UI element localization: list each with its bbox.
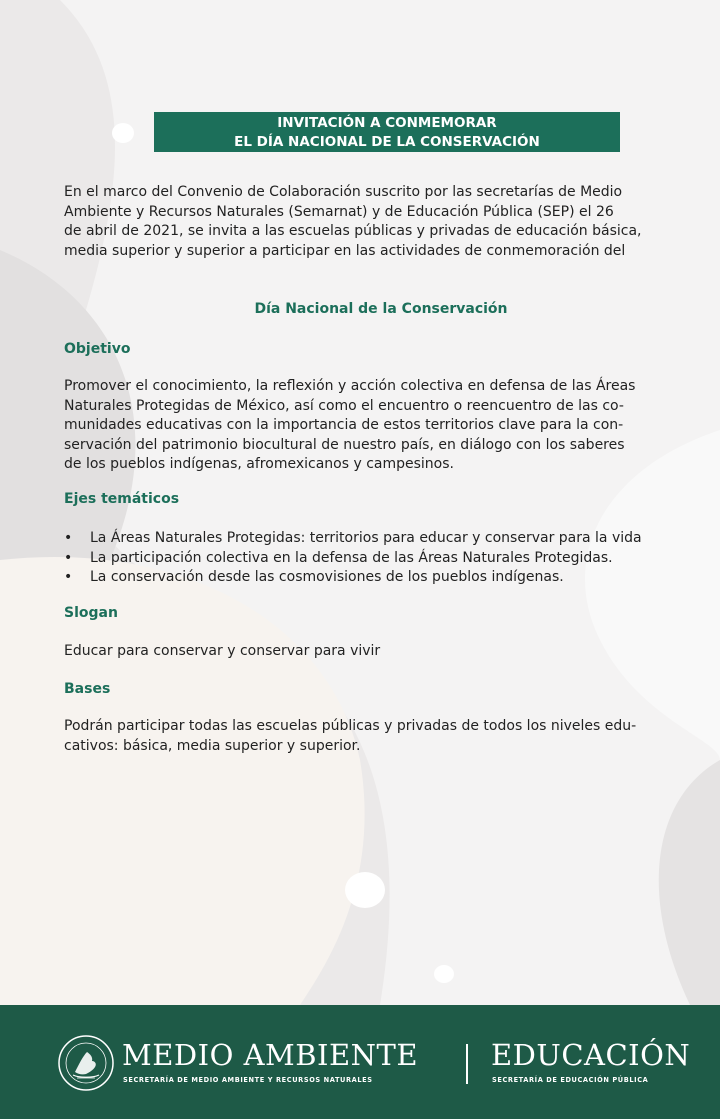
list-item — [64, 549, 642, 569]
title-banner — [154, 112, 620, 152]
intro-line: de abril de 2021, se invita a las escuelas públicas y privadas de educación básica, — [64, 223, 642, 239]
objetivo-line: munidades educativas con la importancia de estos territorios clave para la con- — [64, 417, 624, 433]
ejes-heading: Ejes temáticos — [64, 491, 180, 507]
objetivo-line: servación del patrimonio biocultural de nuestro país, en diálogo con los saberes — [64, 436, 625, 453]
bases-line: Podrán participar todas las escuelas públicas y privadas de todos los niveles edu- — [64, 718, 637, 734]
medio-ambiente-subtitle: SECRETARÍA DE MEDIO AMBIENTE Y RECURSOS NATURALES — [123, 1076, 373, 1084]
event-name-heading: Día Nacional de la Conservación — [254, 301, 508, 317]
objetivo-line: Naturales Protegidas de México, así como el encuentro o reencuentro de las co- — [64, 397, 624, 414]
bases-paragraph — [64, 717, 700, 756]
title-line-1: INVITACIÓN A CONMEMORAR — [277, 115, 497, 131]
educacion-logo-text: EDUCACIÓN — [491, 1038, 691, 1072]
list-item-text: La Áreas Naturales Protegidas: territorios para educar y conservar para la vida — [90, 530, 642, 546]
objetivo-paragraph — [64, 377, 700, 475]
educacion-subtitle: SECRETARÍA DE EDUCACIÓN PÚBLICA — [492, 1076, 649, 1084]
slogan-text: Educar para conservar y conservar para vivir — [64, 643, 381, 659]
medio-ambiente-logo-text: MEDIO AMBIENTE — [122, 1038, 419, 1072]
intro-paragraph — [64, 183, 700, 261]
bullet-point: • — [64, 549, 73, 566]
intro-line: media superior y superior a participar en las actividades de conmemoración del — [64, 242, 626, 259]
bases-heading: Bases — [64, 681, 111, 697]
bases-line: cativos: básica, media superior y superior. — [64, 737, 361, 754]
objetivo-line: de los pueblos indígenas, afromexicanos y campesinos. — [64, 456, 454, 472]
list-item — [64, 529, 642, 549]
bullet-point: • — [64, 569, 73, 585]
intro-line: Ambiente y Recursos Naturales (Semarnat) y de Educación Pública (SEP) el 26 — [64, 203, 614, 220]
ejes-list — [64, 529, 642, 588]
objetivo-heading: Objetivo — [64, 341, 131, 357]
list-item-text: La participación colectiva en la defensa de las Áreas Naturales Protegidas. — [90, 549, 613, 566]
list-item-text: La conservación desde las cosmovisiones de los pueblos indígenas. — [90, 569, 564, 585]
slogan-heading: Slogan — [64, 605, 118, 621]
objetivo-line: Promover el conocimiento, la reflexión y acción colectiva en defensa de las Áreas — [64, 378, 636, 394]
bullet-point: • — [64, 530, 73, 546]
intro-line: En el marco del Convenio de Colaboración suscrito por las secretarías de Medio — [64, 184, 623, 200]
title-line-2: EL DÍA NACIONAL DE LA CONSERVACIÓN — [234, 134, 540, 150]
coat-of-arms-icon — [57, 1034, 115, 1092]
footer-divider — [466, 1044, 468, 1084]
list-item — [64, 568, 642, 588]
